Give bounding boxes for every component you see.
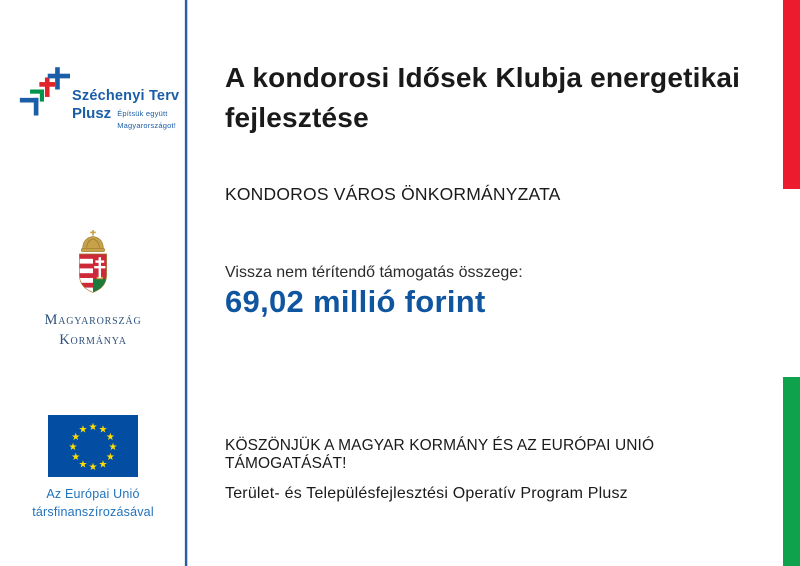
eu-flag-icon [48,415,138,477]
beneficiary-name: KONDOROS VÁROS ÖNKORMÁNYZATA [225,184,561,204]
svg-text:★: ★ [88,422,98,433]
eu-cofunding-logo [0,415,186,521]
svg-text:★: ★ [68,442,78,453]
project-title: A kondorosi Idősek Klubja energetikai fejlesztése [225,62,741,134]
szechenyi-tagline-line1: Építsük együtt [117,109,168,118]
svg-text:★: ★ [71,452,81,463]
hungarian-flag-stripes [783,0,800,566]
program-name: Terület- és Településfejlesztési Operatív Program Plusz [225,485,628,502]
stripe-red [783,0,800,189]
svg-text:★: ★ [105,432,115,443]
szechenyi-name-line2: Plusz [72,105,112,122]
grant-amount-label: Vissza nem térítendő támogatás összege: [225,264,523,281]
svg-text:★: ★ [78,424,88,436]
szechenyi-tagline [117,108,176,132]
svg-text:★: ★ [78,459,88,471]
government-label-line2: Kormánya [59,331,127,348]
szechenyi-wordmark [72,88,179,132]
hungarian-government-logo [0,230,186,350]
svg-text:★: ★ [98,424,108,436]
eu-label-line2: társfinanszírozásával [32,505,154,520]
government-label-line1: Magyarország [44,312,142,328]
svg-text:★: ★ [88,462,98,473]
szechenyi-tagline-line2: Magyarországot! [117,121,177,130]
szechenyi-terv-plusz-logo [18,66,179,132]
hungary-coat-of-arms-icon [69,230,117,302]
svg-text:★: ★ [108,442,118,453]
szechenyi-cross-icon [18,66,70,126]
stripe-white [783,189,800,378]
szechenyi-name-line1: Széchenyi Terv [72,88,180,104]
grant-amount-value: 69,02 millió forint [225,284,486,319]
government-label [0,311,186,350]
svg-text:★: ★ [105,452,115,463]
svg-text:★: ★ [98,459,108,471]
eu-cofunding-label [0,485,186,521]
stripe-green [783,377,800,566]
svg-text:★: ★ [71,432,81,443]
thanks-statement: KÖSZÖNJÜK A MAGYAR KORMÁNY ÉS AZ EURÓPAI UNIÓ TÁMOGATÁSÁT! [225,437,655,472]
eu-label-line1: Az Európai Unió [46,487,140,501]
